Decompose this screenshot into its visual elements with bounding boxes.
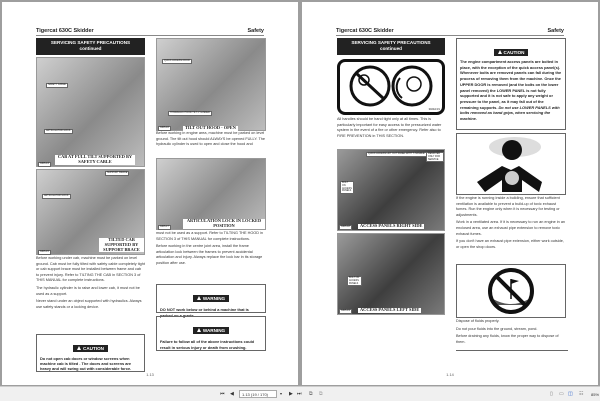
exhaust-fumes-image (456, 133, 566, 195)
photo-caption: ACCESS PANELS RIGHT SIDE (360, 223, 423, 228)
photo-caption: TILT OUT HOOD - OPEN (185, 125, 236, 130)
caution-text: Do not open cab doors or window screens when machine cab is tilted . The doors and screens are heavy and will swing out with considerable force. (40, 356, 132, 371)
warning-box (156, 284, 266, 318)
banner-subtitle: continued (380, 45, 402, 51)
photo-label: ARTICULATION LOCK (44, 194, 69, 197)
doc-title: Tigercat 630C Skidder (36, 28, 94, 34)
photo-label: REMOVED ONLY FOR SERVICE (426, 152, 444, 162)
last-page-button[interactable]: ⏭ (297, 391, 302, 397)
section-title: Safety (547, 28, 564, 34)
warning-triangle-icon (498, 50, 502, 54)
warning-triangle-icon (77, 346, 81, 350)
paragraph: Before working under cab, machine must be parked on level ground. Cab must be fully tilted with safety cable completely tight or cab support brace must be installed between frame and cab to prevent injury. Refer to TILTING THE CAB in SECTION 3 of THIS MANUAL for complete instructions. (36, 256, 145, 283)
photo-label: QUICK ACCESS DOOR (164, 59, 190, 62)
photo-cab-safety-cable (36, 57, 145, 167)
cab-instructions (36, 256, 145, 312)
two-page-continuous-view-icon[interactable]: ☷ (579, 391, 584, 397)
banner-title: SERVICING SAFETY PRECAUTIONS (50, 40, 131, 45)
caution-text: The engine compartment access panels are bolted in place, with the exception of the quick access panel(s). Whenever bolts are removed panels can fall during the process of removing them from the machine. Once the UPPER DOOR is removed (and the bolts on the lower panel removed) the LOWER PANEL is not fully supported and it is not safe to apply any weight or pressure to the panel, as it may fall out of the remaining supports. (460, 59, 562, 110)
warning-text: Failure to follow all of the above instructions could result in serious injury or death from crushing. (160, 339, 255, 350)
photo-ref: 3305-14 (40, 162, 49, 165)
ventilation-instructions (456, 196, 568, 252)
page-header (336, 28, 564, 36)
warning-triangle-icon (197, 328, 201, 332)
warning-text: DO NOT work below or behind a machine that is parked on a grade. (160, 307, 249, 318)
paragraph: must not be used as a support. Refer to TILTING THE HOOD in SECTION 3 of THIS MANUAL for complete instructions. (156, 231, 263, 241)
caution-badge (494, 49, 529, 56)
banner-title: SERVICING SAFETY PRECAUTIONS (351, 40, 431, 45)
paragraph: Before draining any fluids, know the proper way to dispose of them. (456, 334, 559, 344)
paragraph: Work in a ventilated area. If it is necessary to run an engine in an enclosed area, use an exhaust pipe extension to remove toxic exhaust fumes. (456, 220, 566, 236)
paragraph: Dispose of fluids properly. (456, 319, 500, 323)
photo-label: BOLT ON ACCESS PANELS (347, 276, 362, 286)
page-number: 1.13 (146, 373, 154, 377)
paragraph: Before working in the centre joint area, install the frame articulation lock between the frames to prevent accidental articulation and injury. Always replace the lock bar in its storage position after use. (156, 244, 263, 265)
first-page-button[interactable]: ⏮ (220, 391, 225, 397)
no-pouring-fluids-icon (457, 265, 565, 317)
caution-label: CAUTION (503, 50, 525, 55)
photo-tilt-out-hood (156, 38, 266, 131)
pdf-viewer-toolbar (0, 386, 600, 401)
sign-ref: 3023A R1 (428, 108, 440, 111)
photo-label: ARTICULATION LOCK (46, 129, 71, 132)
photo-label: BOLT ON ACCESS PANELS (340, 181, 354, 194)
previous-view-icon[interactable]: ⧉ (309, 391, 313, 397)
continuous-view-icon[interactable]: ▭ (559, 391, 564, 397)
photo-caption: CAB AT FULL TILT SUPPORTED BY SAFETY CABLE (55, 155, 135, 165)
section-banner (337, 38, 445, 55)
photo-label: HYDRAULIC HOOD TILT CYLINDER (170, 111, 210, 114)
no-wrench-hand-tight-icon (340, 62, 442, 112)
toxic-fumes-person-icon (457, 134, 565, 194)
photo-caption: ACCESS PANELS LEFT SIDE (360, 307, 420, 312)
section-title: Safety (247, 28, 264, 34)
photo-caption: TILTED CAB SUPPORTED BY SUPPORT BRACE (99, 238, 144, 252)
two-page-view-icon[interactable]: ◫ (568, 391, 573, 397)
caution-box (456, 38, 566, 130)
banner-subtitle: continued (79, 45, 102, 51)
caution-label: CAUTION (83, 346, 104, 351)
next-page-button[interactable]: ▶ (289, 391, 293, 397)
page-header (36, 28, 264, 36)
zoom-level[interactable]: 85% (591, 392, 600, 397)
caution-emphasis: Do not use LOWER PANELS with bolts removed as hand grips, when servicing the machine. (460, 104, 560, 122)
photo-caption: ARTICULATION LOCK IN LOCKED POSITION (183, 219, 265, 229)
previous-page-button[interactable]: ◀ (230, 391, 234, 397)
warning-box (156, 316, 266, 351)
pdf-page-right (302, 2, 598, 385)
dispose-fluids-image (456, 264, 566, 318)
photo-ref: 3305-17 (160, 225, 169, 228)
photo-ref: 3305-15 (40, 250, 49, 253)
paragraph: If the engine is running inside a building, ensure that sufficient ventilation is available to prevent a build-up of toxic exhaust fumes. Run the engine only when it is necessary for testing or adjustments. (456, 196, 560, 217)
paragraph: The hydraulic cylinder is to raise and lower cab, it must not be used as a support. (36, 285, 140, 296)
photo-tilted-cab-brace (36, 169, 145, 255)
handles-instructions: All handles should be hand tight only at all times. This is particularly important for easy access to the pressurized water system in the event of a fire or other emergency. Refer also to FIRE PREVENTION in THIS SECTION. (337, 117, 442, 138)
photo-ref: 3305-16 (160, 126, 169, 129)
next-view-icon[interactable]: ⧉ (319, 391, 323, 397)
page-dropdown-chevron-icon[interactable]: ▾ (280, 391, 283, 396)
photo-access-panels-right (337, 149, 445, 231)
single-page-view-icon[interactable]: ▯ (550, 391, 553, 397)
warning-badge (193, 295, 229, 302)
page-number-value: 1.13 (19 / 170) (242, 392, 269, 397)
photo-label: SAFETY CABLE (48, 83, 66, 86)
hand-tight-sign (337, 59, 445, 115)
paragraph: Never stand under an object supported with hydraulics. Always use safety stands or a locking device. (36, 299, 142, 309)
paragraph: Do not pour fluids into the ground, stream, pond. (456, 326, 538, 331)
doc-title: Tigercat 630C Skidder (336, 28, 394, 34)
caution-badge (73, 345, 108, 352)
pdf-page-left (2, 2, 298, 385)
page-number: 1.14 (446, 373, 454, 377)
photo-label: SUPPORT BRACE (107, 171, 128, 174)
warning-label: WARNING (202, 296, 226, 301)
photo-ref: 3305-19 (341, 309, 350, 312)
page-number-input[interactable] (239, 390, 277, 398)
articulation-instructions (156, 231, 268, 269)
photo-ref: 3305-18 (341, 225, 350, 228)
photo-access-panels-left (337, 233, 445, 315)
warning-label: WARNING (202, 328, 226, 333)
warning-triangle-icon (197, 296, 201, 300)
photo-articulation-lock (156, 158, 266, 230)
section-banner (36, 38, 145, 55)
paragraph: If you don't have an exhaust pipe extension, either work outside, or open the shop doors. (456, 239, 564, 249)
photo-label: QUICK ACCESS LIFT OUT PANEL WITH T-HANDLE (368, 152, 425, 155)
hood-instructions: Before working in engine area, machine must be parked on level ground. The tilt out hood should ALWAYS be opened FULLY. The hydraulic cylinder is used to open and close the hood and (156, 131, 265, 147)
caution-box (36, 334, 145, 372)
warning-badge (193, 327, 229, 334)
fluids-instructions (456, 319, 568, 351)
